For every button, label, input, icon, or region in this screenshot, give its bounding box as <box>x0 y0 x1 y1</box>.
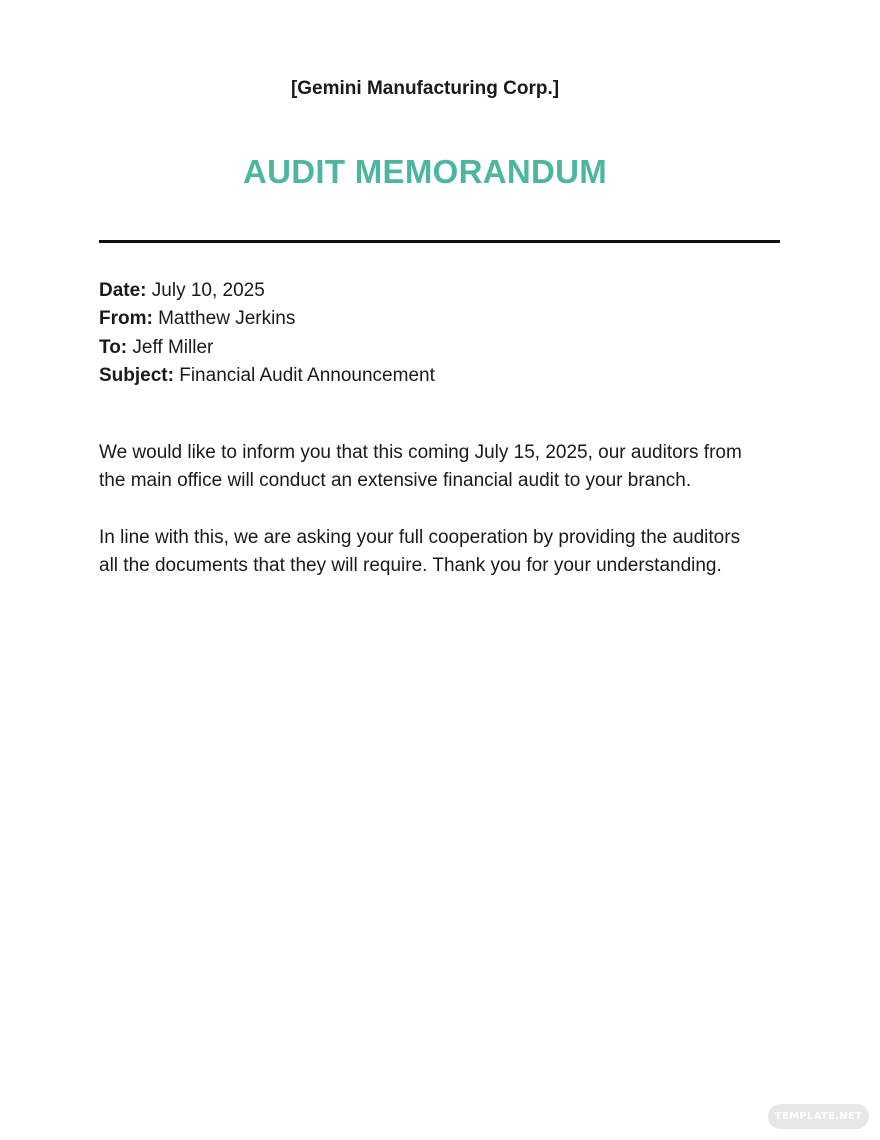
memo-header-fields <box>99 277 779 390</box>
header-divider <box>99 240 780 243</box>
from-line <box>99 305 779 333</box>
memo-body <box>99 439 749 608</box>
date-value: July 10, 2025 <box>146 280 265 301</box>
company-name: [Gemini Manufacturing Corp.] <box>290 78 560 99</box>
from-value: Matthew Jerkins <box>152 308 296 330</box>
subject-label: Subject: <box>99 364 174 386</box>
to-label: To: <box>99 336 128 358</box>
to-value: Jeff Miller <box>127 336 214 358</box>
from-label: From: <box>99 308 153 330</box>
memo-title: AUDIT MEMORANDUM <box>242 153 608 190</box>
subject-value: Financial Audit Announcement <box>173 364 435 386</box>
body-paragraph-2: In line with this, we are asking your full cooperation by providing the auditors all the documents that they will require. Thank you for your understanding. <box>99 526 741 576</box>
template-watermark: TEMPLATE.NET <box>768 1104 869 1129</box>
date-label: Date: <box>99 280 147 301</box>
date-line <box>99 277 779 305</box>
body-paragraph-1: We would like to inform you that this coming July 15, 2025, our auditors from the main office will conduct an extensive financial audit to your branch. <box>99 442 742 492</box>
subject-line <box>99 362 779 390</box>
to-line <box>99 334 779 362</box>
